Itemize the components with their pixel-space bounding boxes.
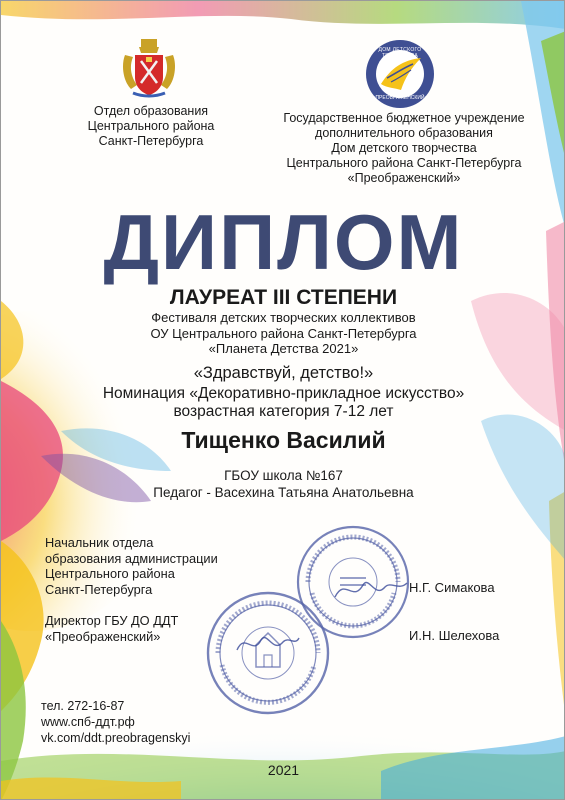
contact-phone: тел. 272-16-87 <box>41 699 125 713</box>
org-right-line: Центрального района Санкт-Петербурга <box>286 156 522 170</box>
signatory-title-line: Начальник отдела <box>45 535 154 550</box>
festival-line: ОУ Центрального района Санкт-Петербурга <box>150 325 417 341</box>
nomination: Номинация «Декоративно-прикладное искусство» <box>102 385 465 402</box>
signatory-title-line: Санкт-Петербурга <box>45 581 153 597</box>
org-left-line: Отдел образования <box>93 104 209 118</box>
org-right-line: Дом детского творчества <box>331 141 477 155</box>
signatory-name-1: Н.Г. Симакова <box>409 580 495 595</box>
org-left-line: Санкт-Петербурга <box>98 134 204 148</box>
festival-description <box>1 310 565 357</box>
contact-vk[interactable]: vk.com/ddt.preobragenskyi <box>41 731 191 745</box>
festival-line: «Планета Детства 2021» <box>208 341 359 356</box>
signatory-title-line: «Преображенский» <box>45 628 161 644</box>
signatory-name-2: И.Н. Шелехова <box>409 628 500 643</box>
signatory-title-1 <box>45 535 218 597</box>
signatory-title-line: образования администрации <box>45 550 218 566</box>
festival-line: Фестиваля детских творческих коллективов <box>151 310 416 325</box>
logo-ring-text: ДОМ ДЕТСКОГО ТВОРЧЕСТВА <box>378 47 422 59</box>
org-right-line: Государственное бюджетное учреждение <box>283 111 525 125</box>
signature-scribble <box>233 626 303 662</box>
school-name: ГБОУ школа №167 <box>224 468 343 483</box>
org-right <box>259 111 549 186</box>
logo-bottom-text: «ПРЕОБРАЖЕНСКИЙ» <box>372 95 428 101</box>
org-left-line: Центрального района <box>87 119 215 133</box>
coat-of-arms-icon <box>119 37 179 99</box>
signatory-title-2 <box>45 613 178 644</box>
org-right-line: дополнительного образования <box>315 126 493 140</box>
contacts-block <box>41 698 190 746</box>
diploma-title: ДИПЛОМ <box>103 198 464 286</box>
diploma-year: 2021 <box>267 762 300 778</box>
signature-scribble <box>331 569 411 609</box>
teacher-name: Педагог - Васехина Татьяна Анатольевна <box>153 485 414 500</box>
laureate-degree: ЛАУРЕАТ III СТЕПЕНИ <box>169 286 398 309</box>
org-right-line: «Преображенский» <box>347 171 461 185</box>
project-name: «Здравствуй, детство!» <box>193 364 374 382</box>
signatory-title-line: Центрального района <box>45 566 175 581</box>
age-category: возрастная категория 7-12 лет <box>173 403 394 420</box>
signatory-title-line: Директор ГБУ ДО ДДТ <box>45 613 179 628</box>
org-left <box>61 104 241 149</box>
winner-name: Тищенко Василий <box>181 427 386 453</box>
contact-website[interactable]: www.спб-ддт.рф <box>41 715 135 729</box>
